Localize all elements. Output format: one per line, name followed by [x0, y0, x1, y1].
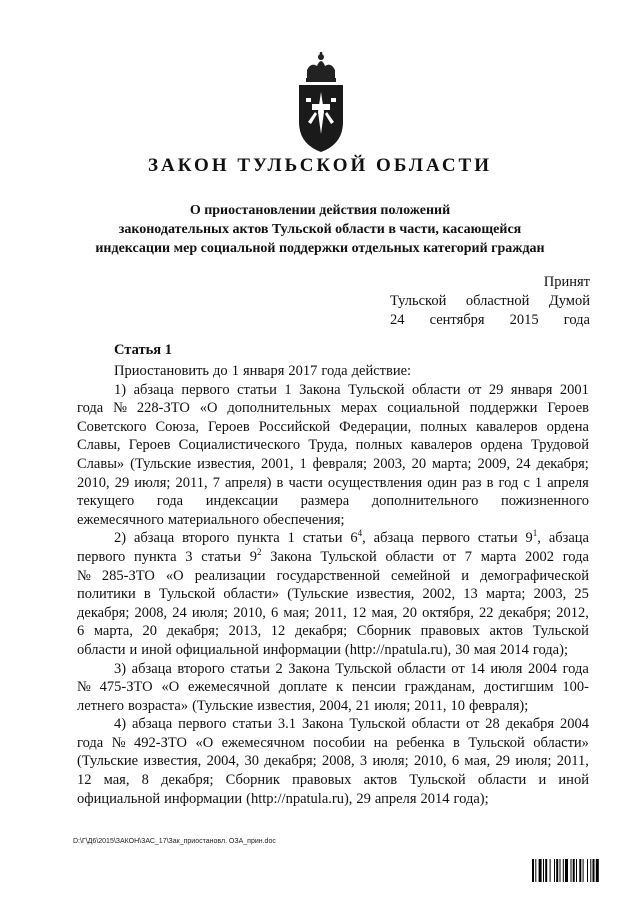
subject-line: законодательных актов Тульской области в части, касающейся	[118, 222, 522, 237]
word: статьи	[230, 660, 270, 677]
word: $9^1$,	[525, 528, 541, 547]
word: 1	[231, 363, 239, 379]
word: первого	[77, 548, 126, 565]
word: Закона	[288, 660, 330, 677]
word: 3	[359, 753, 368, 770]
word: полных	[355, 437, 403, 454]
word: дополнительного	[371, 493, 479, 510]
word: абзаца	[131, 660, 172, 677]
word: Советского	[77, 418, 147, 435]
word: апреля	[374, 790, 417, 807]
word: ребенка	[396, 734, 445, 751]
word: 2009,	[477, 455, 511, 472]
word: 22	[479, 604, 494, 621]
word: в	[486, 474, 494, 491]
word: Закона	[270, 548, 312, 565]
word: декабря;	[166, 623, 219, 640]
word: пожизненного	[500, 493, 589, 510]
word: 28	[485, 716, 500, 733]
word: иной	[141, 641, 172, 658]
word: политики	[77, 586, 136, 603]
word: января	[242, 363, 285, 379]
word: 29	[488, 381, 504, 398]
word: Союза,	[155, 418, 200, 435]
subject-line: О приостановлении действия положений	[189, 203, 451, 218]
word: 3)	[114, 660, 127, 677]
word: января	[510, 381, 553, 398]
text-line	[77, 548, 589, 567]
word: декабря;	[264, 753, 317, 770]
word: Тульской	[320, 548, 377, 565]
word: 2002	[525, 548, 554, 565]
word: известия,	[143, 753, 202, 770]
text-line	[77, 660, 589, 679]
text-line	[77, 474, 589, 493]
word: доплате	[278, 679, 328, 696]
word: области	[411, 381, 461, 398]
word: 12	[77, 772, 92, 789]
word: области	[411, 716, 461, 733]
word: 1	[299, 455, 307, 472]
word: 2010,	[233, 604, 266, 621]
word: размера	[300, 493, 350, 510]
word: от	[467, 381, 482, 398]
word: демографической	[480, 567, 589, 584]
word: ежемесячном	[221, 734, 305, 751]
text-line	[77, 641, 589, 660]
word: Труда,	[308, 437, 348, 454]
word: правовых	[420, 623, 480, 640]
word: Героев	[547, 400, 589, 417]
file-path: D:\Г\Д6\2015\ЗАКОН\ЗАС_17\Зак_приостановл. ОЗА_прин.doc	[73, 838, 276, 845]
word: Тульской	[335, 660, 392, 677]
adopted-date: 24 сентября 2015 года	[390, 312, 590, 328]
word: 100-	[562, 679, 589, 696]
word: марта	[480, 548, 517, 565]
word: 2017	[288, 363, 318, 379]
word: абзаца	[373, 530, 414, 547]
word: 13	[463, 586, 478, 603]
coat-of-arms-icon	[293, 52, 349, 154]
text-line	[77, 529, 589, 548]
word: индексации	[205, 493, 279, 510]
word: информации	[262, 641, 341, 658]
text-line	[77, 399, 589, 418]
word: 2002,	[422, 586, 456, 603]
word: пособии	[313, 734, 366, 751]
word: области	[385, 548, 434, 565]
word: правовых	[292, 772, 352, 789]
word: $6^4$,	[350, 528, 366, 547]
word: 2011,	[175, 474, 208, 491]
word: пункта	[134, 548, 177, 565]
text-line	[77, 567, 589, 586]
word: в	[453, 734, 460, 751]
word: Закона	[299, 381, 341, 398]
word: 8	[141, 772, 149, 789]
word: 2001,	[260, 455, 294, 472]
text-line	[77, 697, 589, 716]
word: 1	[534, 474, 543, 491]
word: статьи	[237, 381, 277, 398]
word: Славы,	[77, 437, 121, 454]
word: официальной	[175, 641, 259, 658]
word: Тульской	[158, 586, 216, 603]
word: области	[477, 772, 527, 789]
word: июля;	[191, 604, 229, 621]
word: кавалеров	[476, 418, 538, 435]
word: «О	[161, 679, 180, 696]
word: 2012,	[556, 604, 589, 621]
word: года	[77, 400, 104, 417]
word: Тульской	[468, 734, 525, 751]
word: декабря;	[498, 604, 552, 621]
word: Тульской	[409, 772, 466, 789]
word: мая	[473, 641, 496, 658]
text-line	[77, 771, 589, 790]
word: и	[129, 641, 138, 658]
word: 2004,	[319, 697, 352, 714]
word: 2003,	[373, 455, 406, 472]
word: мая;	[283, 604, 310, 621]
word: статьи	[201, 548, 241, 565]
word: 24	[172, 604, 187, 621]
word: информации	[164, 790, 243, 807]
barcode-icon	[532, 859, 624, 882]
word: первого	[181, 381, 230, 398]
word: первого	[178, 716, 227, 733]
word: возраста»	[128, 697, 189, 714]
word: июля;	[374, 697, 411, 714]
word: официальной	[77, 790, 161, 807]
word: Тульской	[349, 716, 406, 733]
subject-line: индексации мер социальной поддержки отдельных категорий граждан	[95, 241, 545, 256]
word: второго	[182, 530, 230, 547]
word: 20	[142, 623, 158, 640]
word: апреля)	[225, 474, 272, 491]
word: с	[523, 474, 530, 491]
law-subject	[60, 201, 580, 258]
word: 7	[212, 474, 220, 491]
word: мая,	[464, 753, 491, 770]
word: области	[397, 660, 446, 677]
word: 6	[270, 604, 279, 621]
word: пенсии	[351, 679, 396, 696]
word: марта;	[485, 586, 526, 603]
word: Российской	[258, 418, 331, 435]
text-line	[77, 418, 589, 437]
word: года);	[453, 790, 489, 807]
word: 2011,	[414, 697, 447, 714]
word: февраля);	[468, 697, 529, 714]
word: 6	[77, 623, 85, 640]
word: осуществления	[327, 474, 423, 491]
word: 6	[451, 753, 460, 770]
word: 4)	[114, 716, 127, 733]
word: 2013,	[228, 623, 262, 640]
word: №	[113, 400, 127, 417]
word: абзаца	[132, 716, 173, 733]
word: Сборник	[356, 623, 412, 640]
text-line	[77, 734, 589, 753]
word: год	[498, 474, 519, 491]
word: 29	[114, 474, 130, 491]
text-line	[77, 752, 589, 771]
word: достигшим	[483, 679, 554, 696]
word: 285-ЗТО	[101, 567, 155, 584]
word: 228-ЗТО	[136, 400, 190, 417]
adopted-by: Тульской областной Думой	[390, 293, 590, 309]
adopted-label: Принят	[543, 274, 590, 290]
word: известия,	[197, 455, 256, 472]
word: 20	[411, 455, 427, 472]
text-line	[77, 790, 589, 809]
word: Приостановить	[114, 363, 210, 379]
word: $9^2$	[249, 546, 262, 565]
word: 2004,	[206, 753, 240, 770]
word: 3.1	[277, 716, 297, 733]
word: 10	[450, 697, 465, 714]
word: и	[461, 567, 470, 584]
word: мая,	[103, 772, 130, 789]
word: 7	[464, 548, 473, 565]
word: ордена	[480, 437, 523, 454]
word: абзаца	[133, 381, 174, 398]
word: 2011,	[314, 604, 347, 621]
word: (http://npatula.ru),	[246, 790, 353, 807]
word: реализации	[194, 567, 266, 584]
word: Социалистического	[178, 437, 301, 454]
word: 21	[355, 697, 371, 714]
word: 2014	[420, 790, 450, 807]
word: 25	[574, 586, 589, 603]
word: 2	[275, 660, 283, 677]
text-line	[77, 436, 589, 455]
word: декабря;	[77, 604, 130, 621]
word: (Тульские	[287, 586, 349, 603]
word: 29	[495, 753, 511, 770]
word: социальной	[387, 400, 460, 417]
word: года);	[532, 641, 568, 658]
word: 12	[270, 623, 286, 640]
text-line	[77, 381, 589, 400]
word: декабря	[505, 716, 555, 733]
word: 475-ЗТО	[99, 679, 153, 696]
word: Тульской	[348, 381, 405, 398]
word: области»	[223, 586, 280, 603]
word: июля;	[515, 753, 552, 770]
word: февраля;	[312, 455, 368, 472]
word: статьи	[232, 716, 273, 733]
word: Закона	[301, 716, 344, 733]
word: актов	[363, 772, 398, 789]
word: №	[77, 567, 91, 584]
word: (http://npatula.ru),	[344, 641, 452, 658]
word: государственной	[276, 567, 380, 584]
word: «О	[199, 400, 218, 417]
word: 2008,	[322, 753, 355, 770]
word: 1	[284, 381, 292, 398]
article-title: Статья 1	[114, 342, 172, 358]
word: в	[276, 474, 284, 491]
word: пункта	[237, 530, 280, 547]
word: абзаца	[133, 530, 175, 547]
text-line	[77, 678, 589, 697]
text-line	[77, 715, 589, 734]
word: Трудовой	[530, 437, 589, 454]
word: от	[451, 660, 465, 677]
word: года	[156, 493, 184, 510]
word: известия,	[257, 697, 316, 714]
word: 2010,	[77, 474, 110, 491]
word: июля;	[372, 753, 409, 770]
word: 30	[244, 753, 259, 770]
word: 30	[455, 641, 470, 658]
text-line	[77, 362, 589, 381]
word: Сборник	[225, 772, 280, 789]
word: до	[213, 363, 228, 379]
word: текущего	[77, 493, 135, 510]
word: «О	[165, 567, 184, 584]
word: 2014	[499, 641, 529, 658]
word: в	[143, 586, 151, 603]
word: первого	[421, 530, 471, 547]
word: июля;	[134, 474, 171, 491]
word: раз	[462, 474, 482, 491]
word: апреля	[547, 474, 589, 491]
word: 24	[516, 455, 531, 472]
text-line	[77, 585, 589, 604]
word: 3	[185, 548, 193, 565]
word: 2001	[559, 381, 589, 398]
word: 2011,	[556, 753, 589, 770]
word: №	[111, 734, 126, 751]
word: 2)	[114, 530, 127, 547]
word: статьи	[302, 530, 343, 547]
word: №	[77, 679, 91, 696]
word: действие:	[351, 363, 412, 379]
word: к	[336, 679, 344, 696]
word: и	[538, 772, 547, 789]
word: обеспечения;	[263, 511, 345, 528]
word: года	[321, 363, 348, 379]
word: (Тульские	[130, 455, 192, 472]
word: (Тульские	[192, 697, 254, 714]
word: дополнительных	[227, 400, 331, 417]
word: поддержки	[469, 400, 538, 417]
word: (Тульские	[77, 753, 139, 770]
word: Славы»	[77, 455, 125, 472]
word: 12	[351, 604, 367, 621]
word: 492-ЗТО	[134, 734, 187, 751]
word: области»	[533, 734, 589, 751]
word: мая,	[371, 604, 398, 621]
word: 2003,	[533, 586, 567, 603]
word: 2008,	[134, 604, 168, 621]
word: года	[562, 548, 589, 565]
word: на	[373, 734, 388, 751]
word: «О	[195, 734, 214, 751]
word: абзаца	[548, 530, 589, 547]
word: актов	[489, 623, 524, 640]
text-line	[77, 492, 589, 511]
word: 2004	[528, 660, 558, 677]
word: Тульской	[532, 623, 589, 640]
article-body	[77, 362, 589, 808]
word: года	[77, 734, 104, 751]
word: декабря;	[536, 455, 589, 472]
word: статьи	[477, 530, 518, 547]
word: декабря;	[161, 772, 214, 789]
text-line	[77, 604, 589, 623]
word: Героев	[208, 418, 250, 435]
word: семейной	[391, 567, 451, 584]
text-line	[77, 622, 589, 641]
word: от	[465, 716, 480, 733]
word: полных	[420, 418, 468, 435]
word: 20	[402, 604, 417, 621]
word: материального	[167, 511, 260, 528]
word: ежемесячной	[188, 679, 270, 696]
word: от	[442, 548, 457, 565]
word: 29	[356, 790, 371, 807]
word: марта,	[93, 623, 133, 640]
word: кавалеров	[410, 437, 473, 454]
word: летнего	[77, 697, 125, 714]
word: октября,	[422, 604, 474, 621]
word: гражданам,	[404, 679, 476, 696]
word: части	[288, 474, 323, 491]
word: известия,	[356, 586, 415, 603]
word: года	[562, 660, 589, 677]
word: мерах	[340, 400, 378, 417]
word: июля	[490, 660, 523, 677]
adoption-note	[390, 273, 590, 330]
word: 2004	[559, 716, 589, 733]
word: 1	[287, 530, 295, 547]
text-line	[77, 455, 589, 474]
word: марта;	[431, 455, 472, 472]
word: ежемесячного	[77, 511, 164, 528]
law-title: ЗАКОН ТУЛЬСКОЙ ОБЛАСТИ	[147, 155, 493, 176]
word: Героев	[128, 437, 171, 454]
word: один	[427, 474, 457, 491]
word: области	[77, 641, 126, 658]
word: 1)	[114, 381, 127, 398]
word: второго	[177, 660, 225, 677]
word: декабря;	[294, 623, 348, 640]
word: 2010,	[413, 753, 447, 770]
word: Федерации,	[339, 418, 412, 435]
text-line	[77, 511, 589, 530]
word: 14	[470, 660, 485, 677]
word: ордена	[546, 418, 589, 435]
word: иной	[558, 772, 589, 789]
